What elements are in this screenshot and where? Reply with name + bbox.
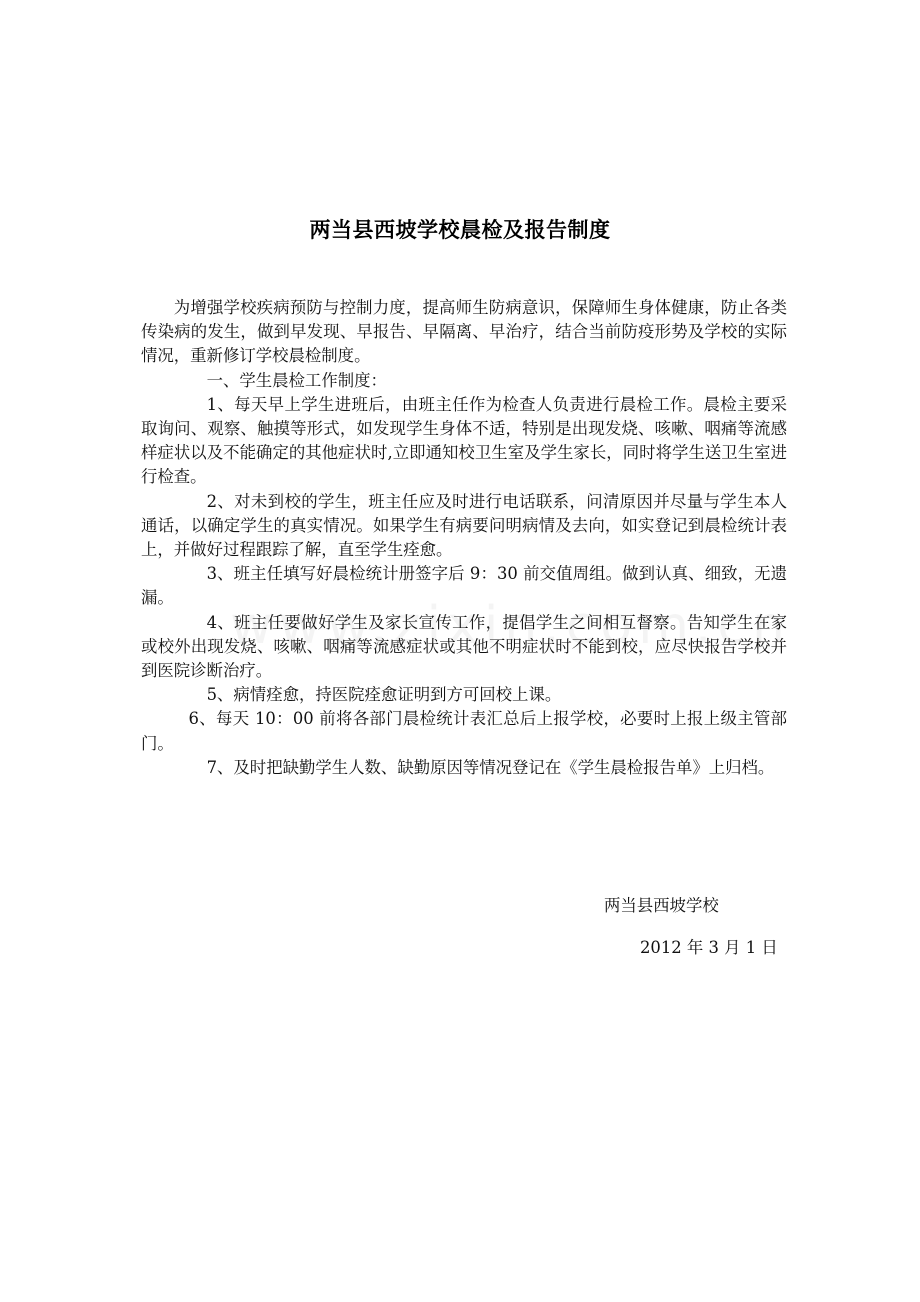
rule-item-4: 4、班主任要做好学生及家长宣传工作，提倡学生之间相互督察。告知学生在家或校外出现发烧、咳嗽、咽痛等流感症状或其他不明症状时不能到校，应尽快报告学校并到医院诊断治疗。	[141, 612, 787, 681]
document-body	[141, 296, 787, 780]
document-title: 两当县西坡学校晨检及报告制度	[309, 218, 611, 242]
signature-organization: 两当县西坡学校	[604, 896, 719, 915]
rule-item-6: 6、每天 10：00 前将各部门晨检统计表汇总后上报学校，必要时上报上级主管部门。	[141, 709, 787, 753]
rule-item-7: 7、及时把缺勤学生人数、缺勤原因等情况登记在《学生晨检报告单》上归档。	[206, 757, 775, 777]
section-heading: 一、学生晨检工作制度：	[206, 370, 387, 390]
rule-item-2: 2、对未到校的学生，班主任应及时进行电话联系，问清原因并尽量与学生本人通话，以确定学生的真实情况。如果学生有病要问明病情及去向，如实登记到晨检统计表上，并做好过程跟踪了解，直至学生痊愈。	[141, 491, 787, 560]
rule-item-3: 3、班主任填写好晨检统计册签字后 9：30 前交值周组。做到认真、细致，无遗漏。	[141, 564, 787, 608]
signature-date: 2012 年 3 月 1 日	[640, 938, 778, 957]
intro-paragraph: 为增强学校疾病预防与控制力度，提高师生防病意识，保障师生身体健康，防止各类传染病的发生，做到早发现、早报告、早隔离、早治疗，结合当前防疫形势及学校的实际情况，重新修订学校晨检制度。	[141, 298, 787, 366]
rule-item-1: 1、每天早上学生进班后，由班主任作为检查人负责进行晨检工作。晨检主要采取询问、观察、触摸等形式，如发现学生身体不适，特别是出现发烧、咳嗽、咽痛等流感样症状以及不能确定的其他症状时,立即通知校卫生室及学生家长，同时将学生送卫生室进行检查。	[141, 394, 787, 487]
rule-item-5: 5、病情痊愈，持医院痊愈证明到方可回校上课。	[206, 685, 562, 705]
